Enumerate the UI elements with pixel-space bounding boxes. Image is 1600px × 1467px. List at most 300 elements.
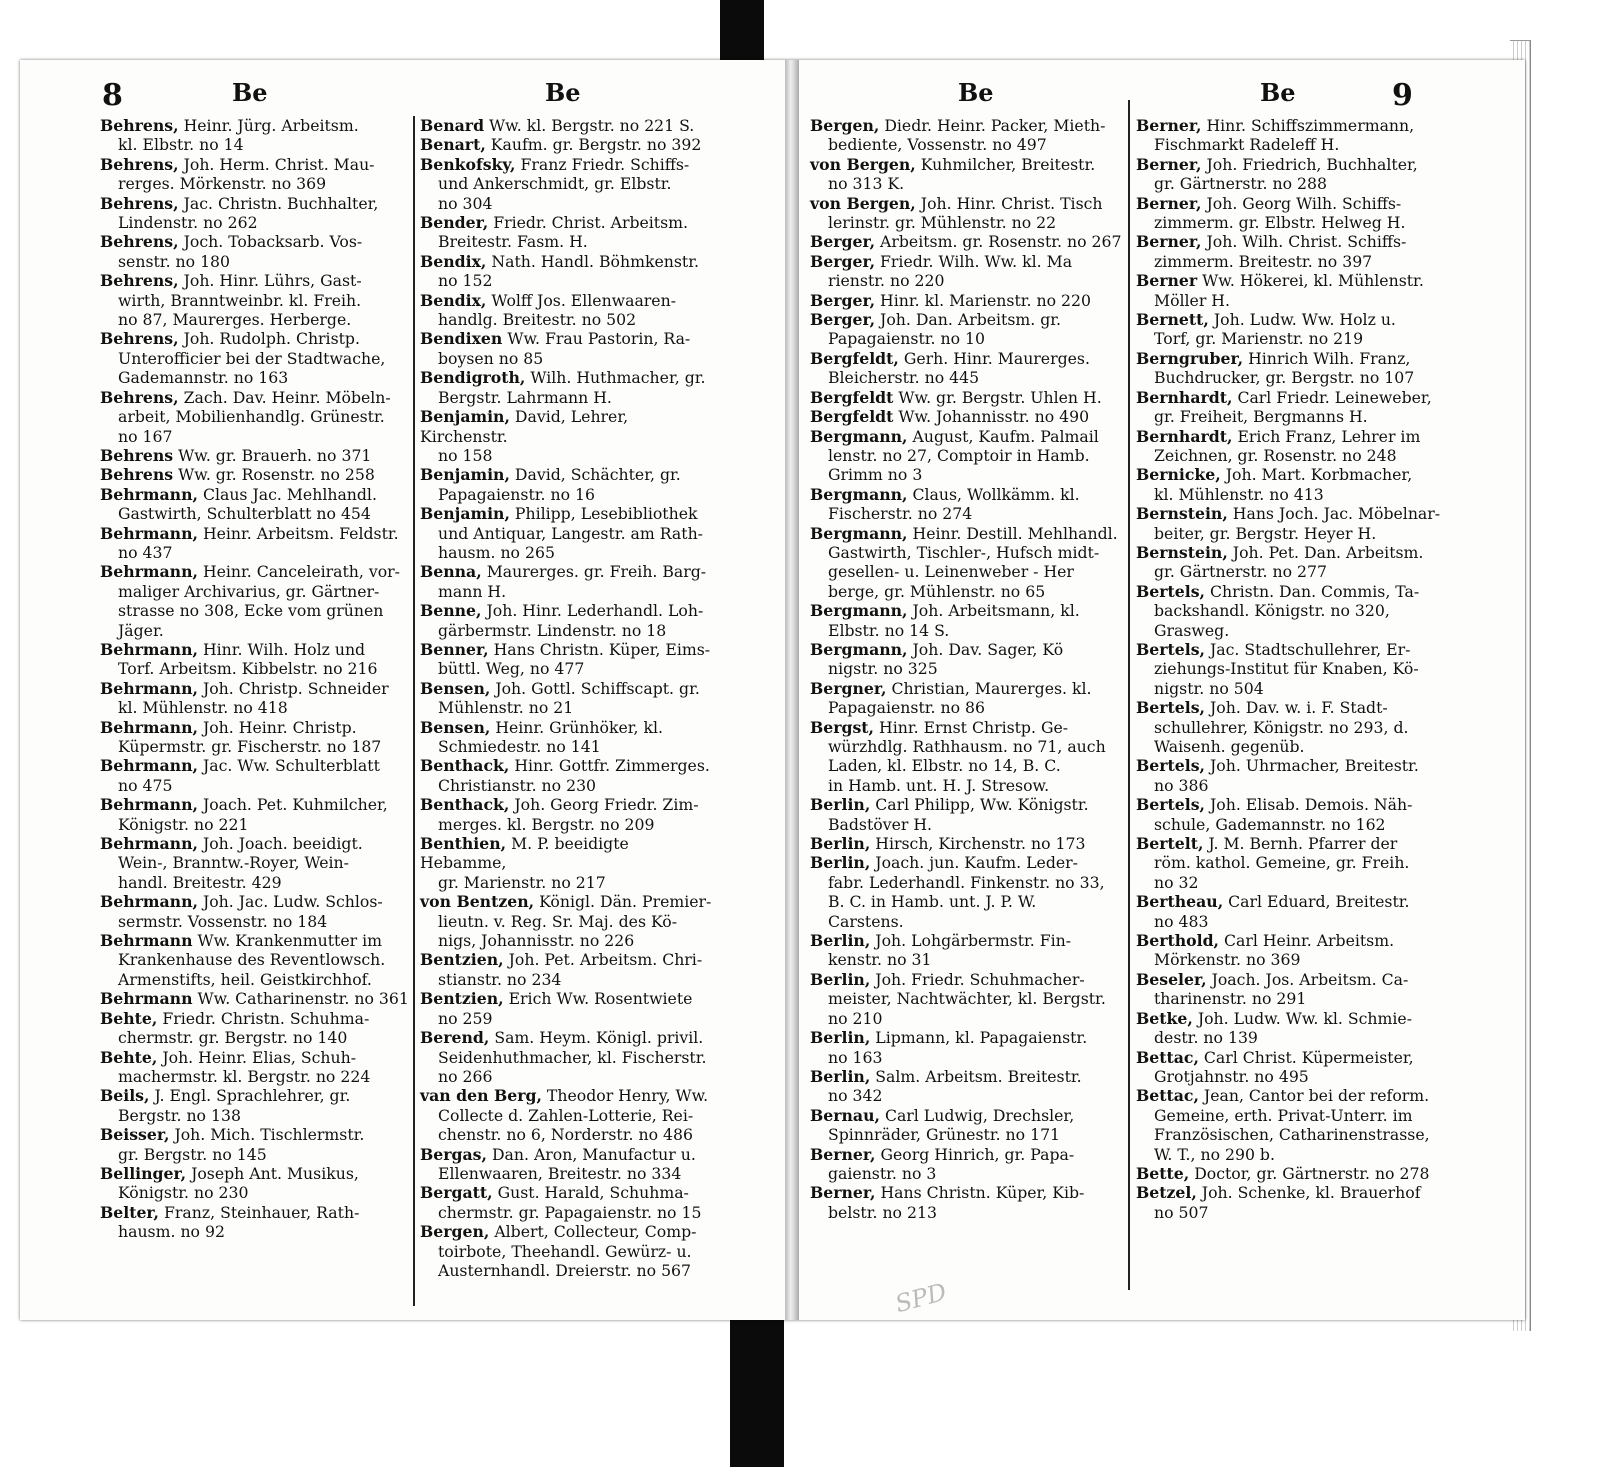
- entry-continuation: beiter, gr. Bergstr. Heyer H.: [1154, 523, 1377, 543]
- directory-entry: [1136, 698, 1446, 756]
- entry-continuation: Grimm no 3: [828, 465, 923, 485]
- entry-continuation: no 475: [118, 775, 173, 795]
- directory-entry: [420, 989, 720, 1028]
- entry-continuation: Torf, gr. Marienstr. no 219: [1154, 329, 1364, 349]
- entry-details: Joh. Jac. Ludw. Schlos-: [202, 892, 383, 912]
- entry-name: Bertels,: [1136, 756, 1205, 776]
- scan-clamp-bottom: [730, 1318, 784, 1467]
- entry-details: Joh. Lohgärbermstr. Fin-: [875, 931, 1072, 951]
- entry-details: Joh. Heinr. Christp.: [202, 717, 357, 737]
- directory-entry: [420, 892, 720, 950]
- directory-entry: [1136, 756, 1446, 795]
- directory-entry: [810, 931, 1122, 970]
- entry-continuation: no 32: [1154, 872, 1199, 892]
- entry-details: Philipp, Lesebibliothek: [514, 504, 698, 524]
- entry-name: Bettac,: [1136, 1086, 1199, 1106]
- entry-name: Benart,: [420, 135, 486, 155]
- left-running-head-2: Be: [545, 78, 581, 107]
- entry-name: Bentzien,: [420, 950, 504, 970]
- entry-continuation: würzhdlg. Rathhausm. no 71, auch: [828, 737, 1106, 756]
- entry-continuation: Bleicherstr. no 445: [828, 368, 980, 388]
- entry-name: Berner,: [1136, 232, 1202, 252]
- directory-entry: [100, 485, 410, 524]
- entry-name: Berlin,: [810, 795, 871, 815]
- entry-details: Heinr. Grünhöker, kl.: [495, 717, 663, 737]
- entry-continuation: bediente, Vossenstr. no 497: [828, 135, 1047, 155]
- entry-details: Ww. Frau Pastorin, Ra-: [507, 329, 691, 349]
- entry-name: Behrmann,: [100, 717, 198, 737]
- directory-entry: [420, 116, 720, 135]
- directory-entry: [810, 601, 1122, 640]
- entry-details: Joh. Ludw. Ww. Holz u.: [1213, 310, 1396, 330]
- entry-details: Wolff Jos. Ellenwaaren-: [491, 290, 676, 310]
- entry-continuation: Mörkenstr. no 369: [1154, 950, 1301, 970]
- entry-name: Bergst,: [810, 717, 875, 737]
- entry-details: Hans Christn. Küper, Eims-: [493, 639, 711, 659]
- entry-continuation: Königstr. no 221: [118, 814, 249, 834]
- directory-entry: [420, 562, 720, 601]
- entry-details: Jac. Christn. Buchhalter,: [183, 193, 379, 213]
- entry-continuation: Gastwirth, Schulterblatt no 454: [118, 504, 371, 524]
- directory-entry: [1136, 427, 1446, 466]
- entry-continuation: gr. Freiheit, Bergmanns H.: [1154, 407, 1368, 427]
- entry-details: J. M. Bernh. Pfarrer der: [1208, 834, 1398, 854]
- entry-continuation: no 158: [438, 445, 493, 465]
- entry-name: Benkofsky,: [420, 154, 516, 174]
- directory-entry: [100, 640, 410, 679]
- entry-continuation: no 87, Maurerges. Herberge.: [118, 310, 352, 330]
- entry-continuation: zimmerm. Breitestr. no 397: [1154, 251, 1373, 271]
- entry-name: Bergmann,: [810, 601, 908, 621]
- entry-details: Hans Joch. Jac. Möbelnar-: [1232, 504, 1441, 524]
- directory-entry: [420, 291, 720, 330]
- entry-details: Claus Jac. Mehlhandl.: [202, 484, 377, 504]
- entry-details: Joh. Wilh. Christ. Schiffs-: [1206, 232, 1407, 252]
- entry-details: Jean, Cantor bei der reform.: [1203, 1086, 1430, 1106]
- entry-continuation: sermstr. Vossenstr. no 184: [118, 911, 328, 931]
- entry-continuation: nigstr. no 504: [1154, 678, 1264, 698]
- entry-details: Claus, Wollkämm. kl.: [912, 484, 1080, 504]
- directory-entry: [100, 329, 410, 387]
- entry-details: Hinr. kl. Marienstr. no 220: [880, 290, 1091, 310]
- entry-details: Kuhmilcher, Breitestr.: [920, 154, 1096, 174]
- entry-details: Wilh. Huthmacher, gr.: [530, 368, 706, 388]
- entry-details: August, Kaufm. Palmail: [912, 426, 1099, 446]
- directory-entry: [100, 465, 410, 484]
- entry-continuation: kl. Elbstr. no 14: [118, 135, 244, 155]
- entry-details: Joh. Herm. Christ. Mau-: [183, 154, 375, 174]
- entry-name: Behrmann,: [100, 639, 198, 659]
- entry-continuation: Carstens.: [828, 911, 904, 931]
- entry-continuation: Gademannstr. no 163: [118, 368, 289, 388]
- entry-name: Behrmann,: [100, 562, 198, 582]
- entry-continuation: chermstr. gr. Bergstr. no 140: [118, 1028, 348, 1048]
- entry-details: Ww. kl. Bergstr. no 221 S.: [489, 116, 695, 135]
- entry-name: Behrmann,: [100, 484, 198, 504]
- entry-name: Berner,: [1136, 193, 1202, 213]
- entry-name: Behrmann,: [100, 795, 198, 815]
- entry-continuation: Breitestr. Fasm. H.: [438, 232, 588, 252]
- entry-continuation: lenstr. no 27, Comptoir in Hamb.: [828, 445, 1090, 465]
- entry-continuation: wirth, Branntweinbr. kl. Freih.: [118, 290, 362, 310]
- entry-continuation: Papagaienstr. no 10: [828, 329, 985, 349]
- entry-continuation: merges. kl. Bergstr. no 209: [438, 814, 655, 834]
- entry-name: Bendigroth,: [420, 368, 526, 388]
- entry-continuation: Unterofficier bei der Stadtwache,: [118, 348, 386, 368]
- entry-name: Behrmann: [100, 931, 193, 951]
- entry-continuation: machermstr. kl. Bergstr. no 224: [118, 1066, 371, 1086]
- entry-name: Benthien,: [420, 834, 507, 854]
- directory-entry: [810, 1183, 1122, 1222]
- directory-entry: [1136, 1183, 1446, 1222]
- entry-name: Behrens: [100, 465, 174, 485]
- entry-details: Joach. Pet. Kuhmilcher,: [202, 795, 388, 815]
- entry-name: Benne,: [420, 601, 482, 621]
- entry-details: Joh. Rudolph. Christp.: [183, 329, 360, 349]
- entry-continuation: Möller H.: [1154, 290, 1230, 310]
- entry-details: Ww. gr. Brauerh. no 371: [178, 445, 372, 465]
- entry-name: Behrmann,: [100, 834, 198, 854]
- directory-entry: [420, 1222, 720, 1280]
- entry-name: Bergfeldt: [810, 387, 894, 407]
- entry-continuation: chenstr. no 6, Norderstr. no 486: [438, 1125, 693, 1145]
- entry-continuation: Collecte d. Zahlen-Lotterie, Rei-: [438, 1105, 694, 1125]
- entry-continuation: gaienstr. no 3: [828, 1163, 937, 1183]
- directory-entry: [810, 407, 1122, 426]
- entry-name: Berner,: [1136, 154, 1202, 174]
- entry-name: Benjamin,: [420, 504, 510, 524]
- entry-details: Joh. Mich. Tischlermstr.: [174, 1125, 365, 1145]
- entry-continuation: Schmiedestr. no 141: [438, 737, 601, 756]
- entry-name: Berlin,: [810, 1066, 871, 1086]
- entry-continuation: no 313 K.: [828, 174, 905, 194]
- entry-details: Jac. Stadtschullehrer, Er-: [1210, 639, 1411, 659]
- entry-continuation: rerges. Mörkenstr. no 369: [118, 174, 327, 194]
- entry-continuation: nigstr. no 325: [828, 659, 938, 679]
- entry-name: Behte,: [100, 1047, 158, 1067]
- entry-name: Bertels,: [1136, 698, 1205, 718]
- entry-continuation: büttl. Weg, no 477: [438, 659, 585, 679]
- directory-entry: [420, 1086, 720, 1144]
- entry-details: Arbeitsm. gr. Rosenstr. no 267: [880, 232, 1122, 252]
- entry-name: Berend,: [420, 1028, 490, 1048]
- entry-name: Bernett,: [1136, 310, 1209, 330]
- entry-details: Joh. Dan. Arbeitsm. gr.: [880, 310, 1062, 330]
- entry-continuation: kenstr. no 31: [828, 950, 932, 970]
- directory-entry: [810, 1067, 1122, 1106]
- entry-continuation: Lindenstr. no 262: [118, 213, 258, 233]
- entry-continuation: Zeichnen, gr. Rosenstr. no 248: [1154, 445, 1397, 465]
- entry-details: Joh. Friedr. Schuhmacher-: [875, 969, 1085, 989]
- entry-details: Joh. Gottl. Schiffscapt. gr.: [495, 678, 700, 698]
- entry-name: Benard: [420, 116, 485, 135]
- entry-continuation: Fischerstr. no 274: [828, 504, 973, 524]
- entry-continuation: no 437: [118, 542, 173, 562]
- entry-name: Bergmann,: [810, 523, 908, 543]
- entry-name: Benna,: [420, 562, 482, 582]
- entry-continuation: no 386: [1154, 775, 1209, 795]
- directory-entry: [420, 1145, 720, 1184]
- directory-entry: [100, 1164, 410, 1203]
- entry-name: Bergen,: [420, 1222, 490, 1242]
- entry-details: Ww. Catharinenstr. no 361: [197, 989, 409, 1009]
- library-stamp: SPD: [892, 1277, 950, 1319]
- entry-name: Bernicke,: [1136, 465, 1221, 485]
- entry-details: Carl Philipp, Ww. Königstr.: [875, 795, 1089, 815]
- left-page-column-2: [420, 116, 720, 1280]
- entry-name: Berlin,: [810, 969, 871, 989]
- entry-details: Joh. Ludw. Ww. kl. Schmie-: [1197, 1008, 1412, 1028]
- entry-continuation: Grotjahnstr. no 495: [1154, 1066, 1309, 1086]
- entry-continuation: Armenstifts, heil. Geistkirchhof.: [118, 969, 372, 989]
- entry-details: Erich Franz, Lehrer im: [1237, 426, 1421, 446]
- entry-name: Behrmann,: [100, 678, 198, 698]
- directory-entry: [810, 252, 1122, 291]
- entry-continuation: Waisenh. gegenüb.: [1154, 737, 1305, 756]
- entry-continuation: handl. Breitestr. 429: [118, 872, 282, 892]
- directory-entry: [420, 834, 720, 892]
- right-page-column-2: [1136, 116, 1446, 1222]
- entry-details: Hans Christn. Küper, Kib-: [880, 1183, 1085, 1203]
- entry-details: Friedr. Wilh. Ww. kl. Ma: [880, 251, 1073, 271]
- right-page-number: 9: [1392, 78, 1413, 113]
- entry-continuation: Gemeine, erth. Privat-Unterr. im: [1154, 1105, 1413, 1125]
- book-gutter: [785, 60, 799, 1320]
- directory-entry: [1136, 640, 1446, 698]
- entry-name: Belter,: [100, 1202, 160, 1222]
- entry-name: Behrens,: [100, 232, 179, 252]
- entry-details: Kaufm. gr. Bergstr. no 392: [490, 135, 702, 155]
- directory-entry: [420, 1028, 720, 1086]
- directory-entry: [810, 232, 1122, 251]
- entry-details: Friedr. Christ. Arbeitsm.: [493, 213, 689, 233]
- entry-name: Benthack,: [420, 795, 510, 815]
- entry-details: Joh. Pet. Arbeitsm. Chri-: [508, 950, 703, 970]
- entry-name: Beisser,: [100, 1125, 170, 1145]
- entry-name: Bendix,: [420, 290, 487, 310]
- entry-continuation: ziehungs-Institut für Knaben, Kö-: [1154, 659, 1419, 679]
- directory-entry: [810, 116, 1122, 155]
- entry-continuation: no 152: [438, 271, 493, 291]
- entry-continuation: gr. Gärtnerstr. no 288: [1154, 174, 1327, 194]
- entry-details: Joh. Schenke, kl. Brauerhof: [1201, 1183, 1421, 1203]
- directory-entry: [1136, 931, 1446, 970]
- directory-entry: [810, 853, 1122, 931]
- entry-continuation: no 210: [828, 1008, 883, 1028]
- entry-name: Bertels,: [1136, 639, 1205, 659]
- entry-details: Joh. Heinr. Elias, Schuh-: [162, 1047, 356, 1067]
- entry-details: Joh. Joach. beeidigt.: [202, 834, 363, 854]
- directory-entry: [1136, 310, 1446, 349]
- entry-details: Joh. Hinr. Lederhandl. Loh-: [486, 601, 704, 621]
- entry-name: Bergner,: [810, 678, 887, 698]
- entry-continuation: strasse no 308, Ecke vom grünen: [118, 601, 384, 621]
- directory-entry: [810, 834, 1122, 853]
- directory-entry: [1136, 1164, 1446, 1183]
- entry-details: Joh. Christp. Schneider: [202, 678, 389, 698]
- entry-details: Franz Friedr. Schiffs-: [520, 154, 690, 174]
- entry-details: Heinr. Arbeitsm. Feldstr.: [202, 523, 399, 543]
- directory-entry: [100, 1048, 410, 1087]
- entry-name: Berner,: [810, 1183, 876, 1203]
- entry-continuation: gesellen- u. Leinenweber - Her: [828, 562, 1074, 582]
- entry-continuation: fabr. Lederhandl. Finkenstr. no 33,: [828, 872, 1105, 892]
- entry-continuation: Seidenhuthmacher, kl. Fischerstr.: [438, 1047, 707, 1067]
- directory-entry: [810, 194, 1122, 233]
- entry-name: Berlin,: [810, 834, 871, 854]
- entry-details: Hirsch, Kirchenstr. no 173: [875, 834, 1086, 854]
- right-running-head-2: Be: [1260, 78, 1296, 107]
- entry-details: Hinr. Gottfr. Zimmerges.: [514, 756, 710, 776]
- entry-details: Joh. Dav. Sager, Kö: [912, 639, 1064, 659]
- entry-details: Joh. Friedrich, Buchhalter,: [1206, 154, 1418, 174]
- directory-entry: [810, 155, 1122, 194]
- directory-entry: [420, 679, 720, 718]
- directory-entry: [810, 1028, 1122, 1067]
- entry-name: von Bergen,: [810, 154, 916, 174]
- directory-entry: [100, 756, 410, 795]
- entry-details: Ww. Johannisstr. no 490: [898, 407, 1090, 427]
- entry-name: Berger,: [810, 232, 876, 252]
- entry-continuation: schullehrer, Königstr. no 293, d.: [1154, 717, 1409, 737]
- directory-entry: [810, 310, 1122, 349]
- entry-details: Joch. Tobacksarb. Vos-: [183, 232, 363, 252]
- entry-details: Ww. Krankenmutter im: [197, 931, 382, 951]
- entry-details: Joh. Dav. w. i. F. Stadt-: [1210, 698, 1388, 718]
- entry-name: Berngruber,: [1136, 348, 1244, 368]
- directory-entry: [810, 1106, 1122, 1145]
- directory-entry: [1136, 388, 1446, 427]
- entry-name: Bergas,: [420, 1144, 487, 1164]
- entry-continuation: lieutn. v. Reg. Sr. Maj. des Kö-: [438, 911, 678, 931]
- directory-entry: [810, 524, 1122, 602]
- entry-name: Berger,: [810, 310, 876, 330]
- entry-name: Betke,: [1136, 1008, 1193, 1028]
- entry-details: Joh. Arbeitsmann, kl.: [912, 601, 1080, 621]
- directory-entry: [420, 465, 720, 504]
- entry-name: Bernstein,: [1136, 504, 1228, 524]
- entry-name: Beils,: [100, 1086, 150, 1106]
- entry-name: Bensen,: [420, 678, 491, 698]
- entry-continuation: mann H.: [438, 581, 507, 601]
- entry-continuation: no 304: [438, 193, 493, 213]
- entry-name: Bernstein,: [1136, 542, 1228, 562]
- entry-continuation: destr. no 139: [1154, 1028, 1258, 1048]
- entry-name: Bergen,: [810, 116, 880, 135]
- entry-name: Behrens,: [100, 387, 179, 407]
- directory-entry: [420, 368, 720, 407]
- entry-continuation: gärbermstr. Lindenstr. no 18: [438, 620, 667, 640]
- entry-continuation: hausm. no 265: [438, 542, 555, 562]
- entry-name: Bernhardt,: [1136, 387, 1233, 407]
- entry-continuation: röm. kathol. Gemeine, gr. Freih.: [1154, 853, 1410, 873]
- entry-details: Salm. Arbeitsm. Breitestr.: [875, 1066, 1082, 1086]
- entry-name: Behrens,: [100, 154, 179, 174]
- entry-continuation: und Antiquar, Langestr. am Rath-: [438, 523, 703, 543]
- directory-entry: [1136, 116, 1446, 155]
- directory-entry: [100, 795, 410, 834]
- entry-details: Gerh. Hinr. Maurerges.: [903, 348, 1090, 368]
- entry-continuation: Königstr. no 230: [118, 1183, 249, 1203]
- directory-entry: [810, 388, 1122, 407]
- entry-details: Joh. Hinr. Lührs, Gast-: [183, 271, 362, 291]
- entry-details: Hinr. Schiffszimmermann,: [1206, 116, 1415, 135]
- entry-continuation: Mühlenstr. no 21: [438, 698, 574, 718]
- entry-name: Benjamin,: [420, 407, 510, 427]
- directory-entry: [810, 640, 1122, 679]
- entry-details: Joh. Uhrmacher, Breitestr.: [1210, 756, 1419, 776]
- entry-continuation: lerinstr. gr. Mühlenstr. no 22: [828, 213, 1057, 233]
- directory-entry: [100, 892, 410, 931]
- directory-entry: [810, 679, 1122, 718]
- entry-continuation: Französischen, Catharinenstrasse,: [1154, 1125, 1430, 1145]
- entry-continuation: in Hamb. unt. H. J. Stresow.: [828, 775, 1050, 795]
- directory-entry: [100, 1009, 410, 1048]
- entry-continuation: Bergstr. Lahrmann H.: [438, 387, 612, 407]
- directory-entry: [810, 718, 1122, 796]
- directory-entry: [100, 718, 410, 757]
- entry-continuation: Papagaienstr. no 86: [828, 698, 985, 718]
- entry-details: Heinr. Jürg. Arbeitsm.: [183, 116, 359, 135]
- entry-name: Behrens: [100, 445, 174, 465]
- entry-continuation: Spinnräder, Grünestr. no 171: [828, 1125, 1061, 1145]
- entry-continuation: zimmerm. gr. Elbstr. Helweg H.: [1154, 213, 1406, 233]
- entry-details: Christian, Maurerges. kl.: [891, 678, 1092, 698]
- directory-entry: [1136, 1086, 1446, 1164]
- directory-entry: [1136, 271, 1446, 310]
- entry-details: Joh. Georg Wilh. Schiffs-: [1206, 193, 1402, 213]
- directory-entry: [810, 795, 1122, 834]
- entry-details: Carl Ludwig, Drechsler,: [884, 1105, 1075, 1125]
- entry-continuation: nigs, Johannisstr. no 226: [438, 931, 635, 951]
- directory-entry: [100, 446, 410, 465]
- entry-name: Bensen,: [420, 717, 491, 737]
- directory-entry: [100, 388, 410, 446]
- entry-details: Königl. Dän. Premier-: [539, 892, 712, 912]
- entry-continuation: gr. Marienstr. no 217: [438, 872, 606, 892]
- directory-entry: [810, 970, 1122, 1028]
- entry-details: Theodor Henry, Ww.: [546, 1086, 709, 1106]
- entry-continuation: senstr. no 180: [118, 251, 231, 271]
- entry-name: Bergmann,: [810, 484, 908, 504]
- entry-details: David, Schächter, gr.: [514, 465, 681, 485]
- directory-entry: [1136, 349, 1446, 388]
- entry-name: Bertels,: [1136, 581, 1205, 601]
- entry-name: von Bentzen,: [420, 892, 535, 912]
- directory-entry: [420, 252, 720, 291]
- directory-entry: [1136, 543, 1446, 582]
- entry-name: Behrmann,: [100, 892, 198, 912]
- entry-details: Carl Christ. Küpermeister,: [1203, 1047, 1414, 1067]
- entry-continuation: hausm. no 92: [118, 1222, 225, 1242]
- entry-continuation: meister, Nachtwächter, kl. Bergstr.: [828, 989, 1106, 1009]
- entry-name: Beseler,: [1136, 969, 1207, 989]
- directory-entry: [1136, 232, 1446, 271]
- entry-details: Ww. gr. Rosenstr. no 258: [178, 465, 375, 485]
- directory-entry: [810, 349, 1122, 388]
- entry-name: Bendix,: [420, 251, 487, 271]
- entry-continuation: Küpermstr. gr. Fischerstr. no 187: [118, 737, 382, 756]
- entry-details: Ww. Hökerei, kl. Mühlenstr.: [1202, 271, 1424, 291]
- entry-name: Berlin,: [810, 931, 871, 951]
- entry-details: Carl Friedr. Leineweber,: [1237, 387, 1432, 407]
- entry-details: Joh. Georg Friedr. Zim-: [514, 795, 699, 815]
- entry-name: Benthack,: [420, 756, 510, 776]
- right-column-rule: [1128, 100, 1130, 1290]
- entry-continuation: Torf. Arbeitsm. Kibbelstr. no 216: [118, 659, 378, 679]
- entry-continuation: kl. Mühlenstr. no 418: [118, 698, 288, 718]
- entry-continuation: Bergstr. no 138: [118, 1105, 241, 1125]
